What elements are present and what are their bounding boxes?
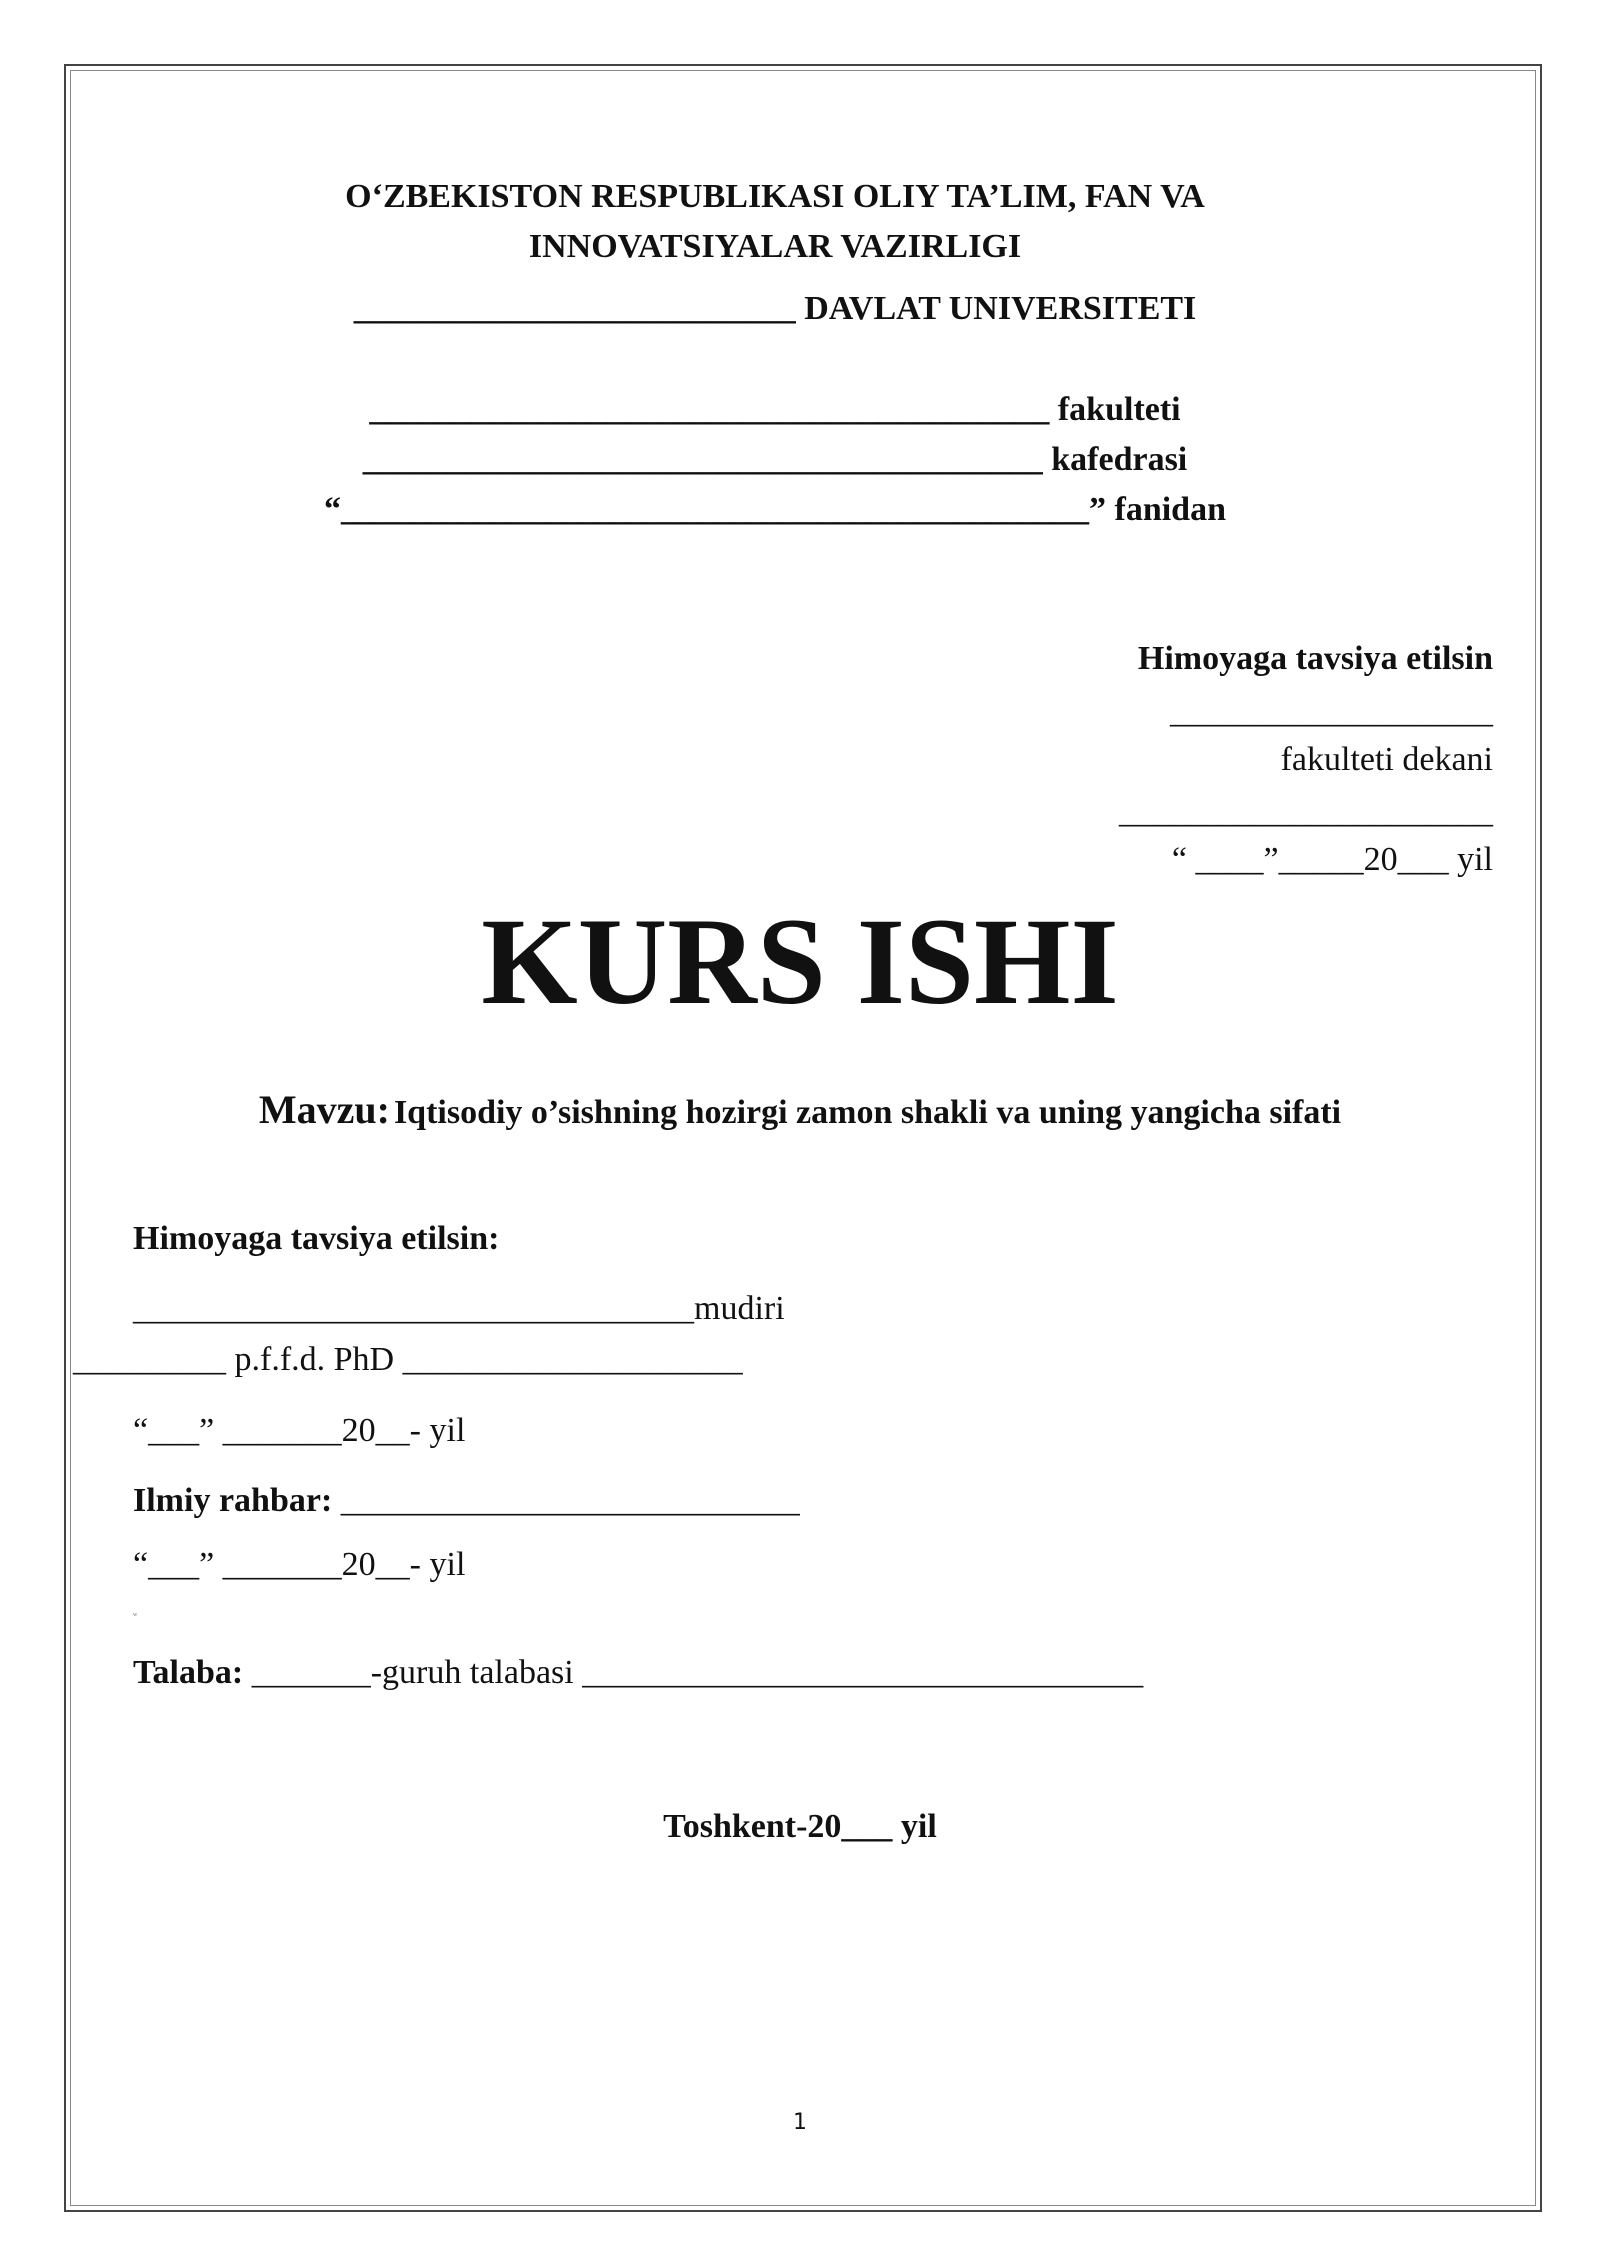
student-label: Talaba:: [133, 1654, 244, 1691]
subject-line: “____________________________________________” fanidan: [324, 491, 1226, 528]
document-title: KURS ISHI: [481, 893, 1119, 1030]
head-of-department-line: _________________________________mudiri: [133, 1290, 785, 1327]
dean-label: fakulteti dekani: [1280, 741, 1493, 778]
approval-date-right: “ ____”_____20___ yil: [1171, 841, 1493, 878]
approval-date-left-1: “___” _______20__- yil: [133, 1412, 466, 1449]
faculty-line: ________________________________________ fakulteti: [369, 391, 1181, 428]
approval-blank-1: ___________________: [1170, 693, 1493, 730]
topic-line: [0, 1087, 1600, 1132]
approval-heading-right: Himoyaga tavsiya etilsin: [1137, 640, 1493, 677]
supervisor-blank: ___________________________: [332, 1482, 800, 1519]
topic-text: Iqtisodiy o’sishning hozirgi zamon shakli va uning yangicha sifati: [393, 1094, 1342, 1131]
city-year: Toshkent-20___ yil: [663, 1808, 937, 1845]
supervisor-label: Ilmiy rahbar:: [133, 1482, 333, 1519]
topic-label: Mavzu:: [258, 1087, 390, 1132]
student-text: _______-guruh talabasi _________________________________: [243, 1654, 1144, 1691]
supervisor-line: [133, 1484, 800, 1518]
phd-line: _________ p.f.f.d. PhD ____________________: [73, 1341, 743, 1378]
approval-heading-left: Himoyaga tavsiya etilsin:: [133, 1220, 500, 1257]
approval-blank-2: ______________________: [1119, 793, 1493, 830]
university-line: __________________________ DAVLAT UNIVERSITETI: [353, 290, 1197, 327]
student-line: [133, 1656, 1143, 1690]
approval-date-left-2: “___” _______20__- yil: [133, 1546, 466, 1583]
department-line: ________________________________________ kafedrasi: [362, 441, 1188, 478]
page-number: 1: [793, 2110, 807, 2135]
ministry-heading: O‘ZBEKISTON RESPUBLIKASI OLIY TA’LIM, FAN VA INNOVATSIYALAR VAZIRLIGI: [345, 178, 1205, 265]
tiny-mark: w: [133, 1612, 138, 1618]
